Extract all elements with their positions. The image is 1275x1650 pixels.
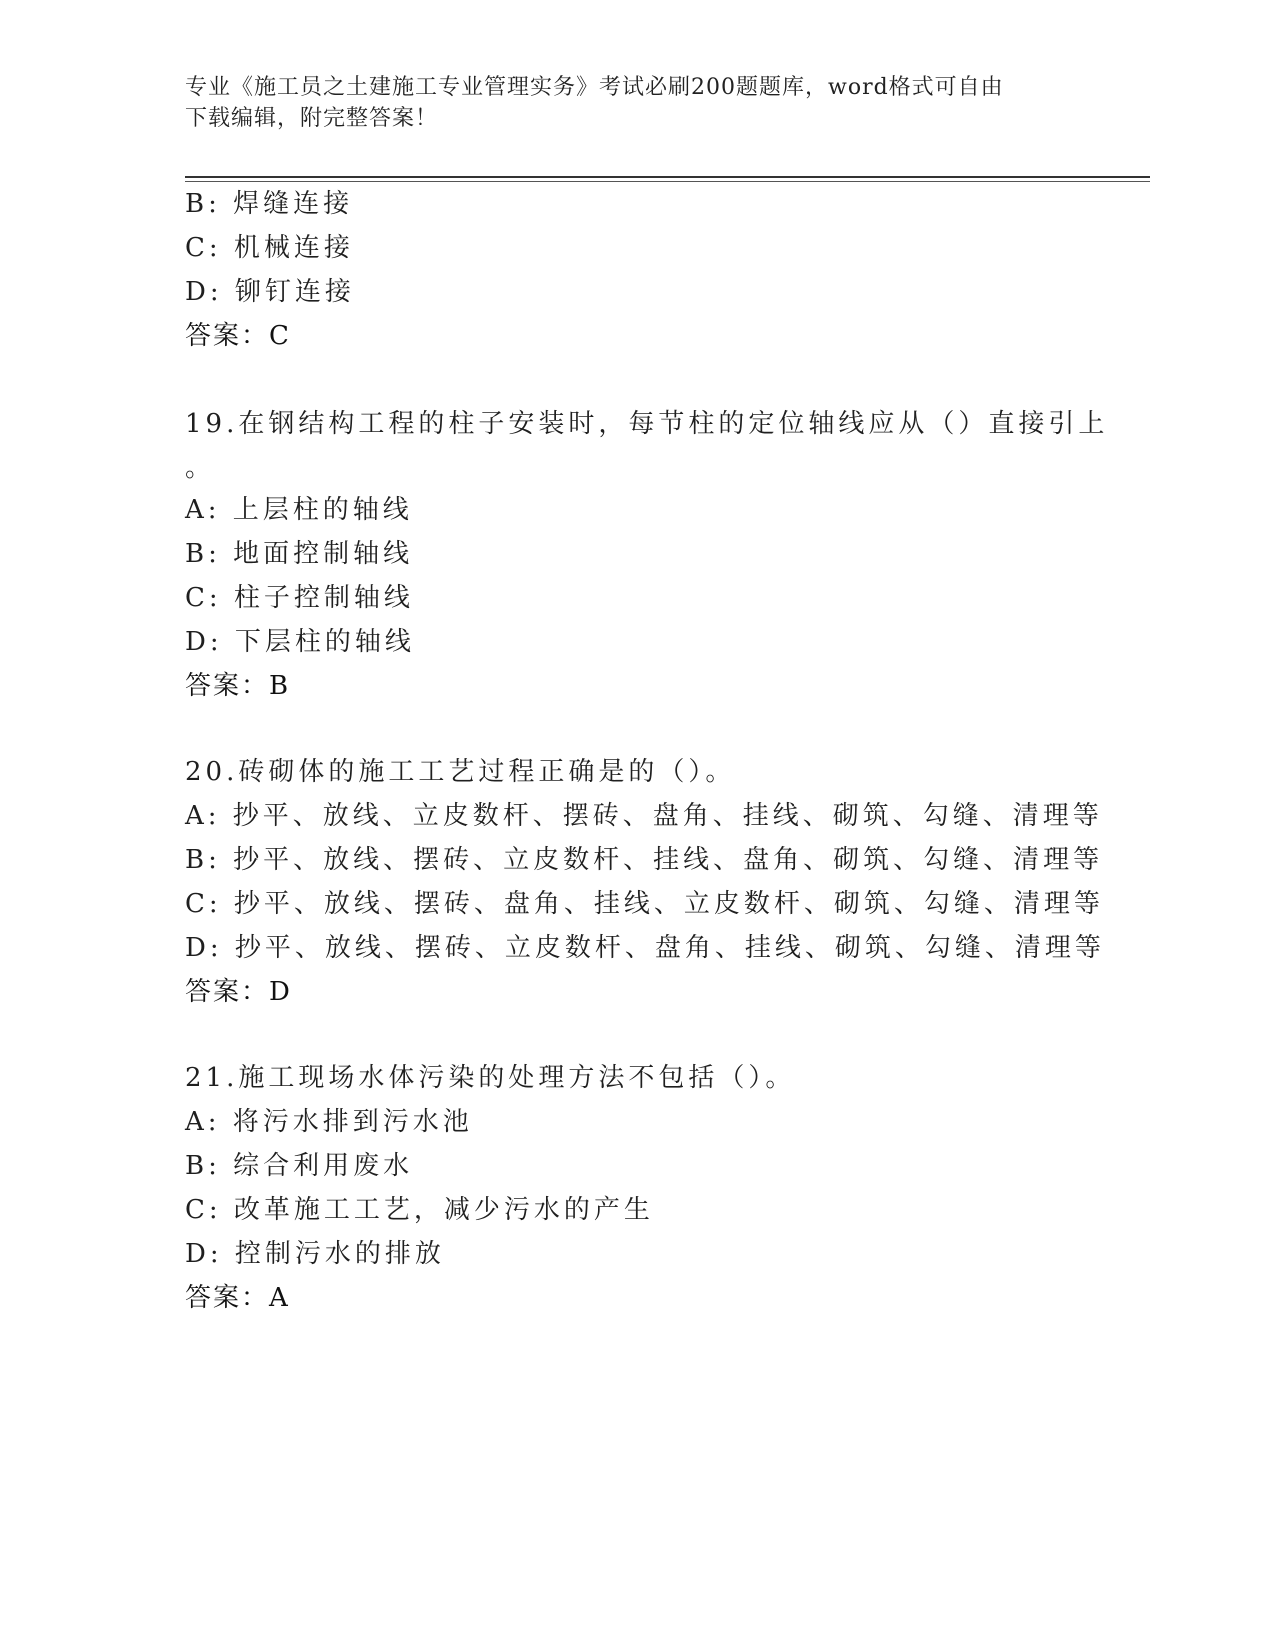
question-stem: 21.施工现场水体污染的处理方法不包括（）。 xyxy=(185,1063,796,1093)
header-line-1: 专业《施工员之土建施工专业管理实务》考试必刷200题题库，word格式可自由 xyxy=(185,75,1004,100)
header-line-2: 下载编辑，附完整答案！ xyxy=(185,106,439,131)
option-d: D: 铆钉连接 xyxy=(185,277,355,307)
option-a: A: 将污水排到污水池 xyxy=(185,1107,473,1137)
option-b: B: 抄平、放线、摆砖、立皮数杆、挂线、盘角、砌筑、勾缝、清理等 xyxy=(185,845,1104,875)
option-b: B: 地面控制轴线 xyxy=(185,539,414,569)
question-stem: 19.在钢结构工程的柱子安装时，每节柱的定位轴线应从（）直接引上 xyxy=(185,409,1109,439)
option-d: D: 抄平、放线、摆砖、立皮数杆、盘角、挂线、砌筑、勾缝、清理等 xyxy=(185,933,1105,963)
header-divider-thin xyxy=(185,181,1150,182)
option-d: D: 下层柱的轴线 xyxy=(185,627,415,657)
option-c: C: 改革施工工艺，减少污水的产生 xyxy=(185,1195,654,1225)
option-b: B: 焊缝连接 xyxy=(185,189,354,219)
question-stem: 20.砖砌体的施工工艺过程正确是的（）。 xyxy=(185,757,736,787)
option-d: D: 控制污水的排放 xyxy=(185,1239,445,1269)
answer-line: 答案：A xyxy=(185,1283,290,1313)
question-stem-continued: 。 xyxy=(185,453,216,483)
option-a: A: 上层柱的轴线 xyxy=(185,495,413,525)
answer-line: 答案：D xyxy=(185,977,292,1007)
header-divider-thick xyxy=(185,176,1150,178)
answer-line: 答案：C xyxy=(185,321,291,351)
option-c: C: 抄平、放线、摆砖、盘角、挂线、立皮数杆、砌筑、勾缝、清理等 xyxy=(185,889,1104,919)
option-a: A: 抄平、放线、立皮数杆、摆砖、盘角、挂线、砌筑、勾缝、清理等 xyxy=(185,801,1103,831)
option-b: B: 综合利用废水 xyxy=(185,1151,414,1181)
option-c: C: 柱子控制轴线 xyxy=(185,583,414,613)
page-header xyxy=(185,72,1075,134)
option-c: C: 机械连接 xyxy=(185,233,354,263)
answer-line: 答案：B xyxy=(185,671,291,701)
